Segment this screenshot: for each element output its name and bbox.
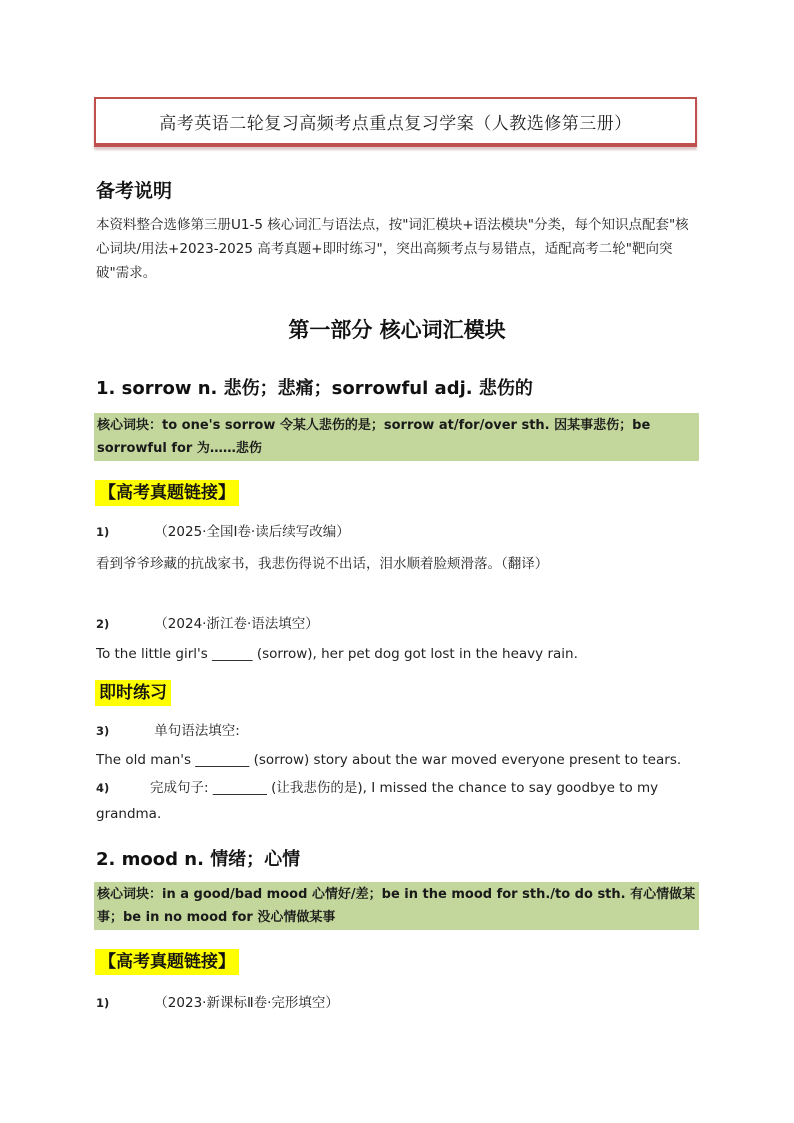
exam-link-tag: 【高考真题链接】: [95, 480, 239, 506]
question-4-text: 完成句子: ________ (让我悲伤的是), I missed the chance to say goodbye to my grandma.: [96, 780, 659, 822]
title-box: [94, 97, 697, 147]
question-number: 2): [96, 617, 110, 631]
prep-paragraph: 本资料整合选修第三册U1-5 核心词汇与语法点，按"词汇模块+语法模块"分类，每个知识点配套"核心词块/用法+2023-2025 高考真题+即时练习"，突出高频考点与易错点，适配高考二轮"靶向突破"需求。: [96, 217, 689, 281]
exam-link-tag: 【高考真题链接】: [95, 949, 239, 975]
question-source: （2023·新课标Ⅱ卷·完形填空）: [154, 995, 339, 1011]
question-3-text: The old man's ________ (sorrow) story about the war moved everyone present to tears.: [96, 752, 682, 768]
question-4: [96, 775, 696, 827]
prep-heading: 备考说明: [96, 180, 173, 202]
question-source: 单句语法填空:: [154, 723, 240, 739]
question-source: （2025·全国Ⅰ卷·读后续写改编）: [154, 524, 350, 540]
word-heading-sorrow: 1. sorrow n. 悲伤；悲痛；sorrowful adj. 悲伤的: [96, 378, 533, 399]
document-title: 高考英语二轮复习高频考点重点复习学案（人教选修第三册）: [159, 113, 632, 134]
question-1: [96, 520, 350, 540]
practice-tag: 即时练习: [95, 680, 171, 706]
question-number: 1): [96, 996, 110, 1010]
question-2-text: To the little girl's ______ (sorrow), her pet dog got lost in the heavy rain.: [96, 646, 578, 662]
question-source: （2024·浙江卷·语法填空）: [154, 616, 319, 632]
question-number: 3): [96, 724, 110, 738]
core-phrases-sorrow: 核心词块：to one's sorrow 令某人悲伤的是；sorrow at/for/over sth. 因某事悲伤；be sorrowful for 为……悲伤: [94, 413, 699, 461]
core-phrases-mood: 核心词块：in a good/bad mood 心情好/差；be in the mood for sth./to do sth. 有心情做某事；be in no mood for 没心情做某事: [94, 882, 699, 930]
question-1: [96, 991, 339, 1011]
part-title: 第一部分 核心词汇模块: [288, 318, 506, 342]
question-1-text: 看到爷爷珍藏的抗战家书，我悲伤得说不出话，泪水顺着脸颊滑落。（翻译）: [96, 556, 549, 572]
question-3: [96, 719, 240, 739]
word-heading-mood: 2. mood n. 情绪；心情: [96, 849, 301, 870]
question-number: 4): [96, 781, 110, 795]
question-number: 1): [96, 525, 110, 539]
question-2: [96, 612, 319, 632]
